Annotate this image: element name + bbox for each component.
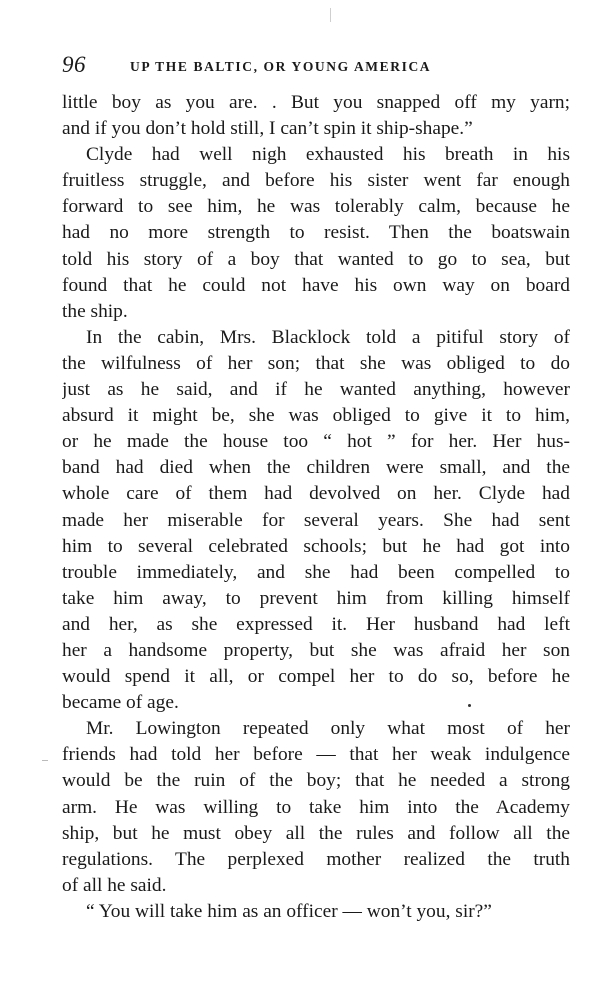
- text-line: told his story of a boy that wanted to go to sea, but: [62, 248, 570, 270]
- text-line: would spend it all, or compel her to do so, before he: [62, 666, 570, 688]
- text-line: little boy as you are. . But you snapped off my yarn;: [62, 92, 570, 113]
- text-line: “ You will take him as an officer — won’t you, sir?”: [86, 900, 492, 922]
- running-head: UP THE BALTIC, OR YOUNG AMERICA: [130, 59, 432, 74]
- text-line: of all he said.: [62, 874, 167, 896]
- body-text: [62, 90, 570, 925]
- text-line: and her, as she expressed it. Her husband had left: [62, 613, 570, 635]
- text-line: the wilfulness of her son; that she was obliged to do: [62, 352, 570, 374]
- text-line: just as he said, and if he wanted anything, however: [62, 379, 570, 401]
- text-line: trouble immediately, and she had been compelled to: [62, 561, 570, 583]
- text-line: found that he could not have his own way on board: [62, 274, 570, 296]
- text-line: arm. He was willing to take him into the Academy: [62, 796, 570, 818]
- text-line: fruitless struggle, and before his sister went far enough: [62, 170, 570, 192]
- text-line: became of age.: [62, 692, 179, 714]
- text-line: band had died when the children were small, and the: [62, 457, 570, 479]
- text-line: had no more strength to resist. Then the boatswain: [62, 222, 570, 244]
- text-line: her a handsome property, but she was afraid her son: [62, 639, 570, 661]
- text-line: whole care of them had devolved on her. Clyde had: [62, 483, 570, 505]
- text-line: Mr. Lowington repeated only what most of her: [86, 718, 570, 740]
- text-line: would be the ruin of the boy; that he needed a strong: [62, 770, 570, 792]
- text-line: absurd it might be, she was obliged to give it to him,: [62, 405, 570, 427]
- text-line: made her miserable for several years. She had sent: [62, 509, 570, 531]
- text-line: friends had told her before — that her weak indulgence: [62, 744, 570, 766]
- text-line: the ship.: [62, 300, 128, 322]
- text-line: ship, but he must obey all the rules and follow all the: [62, 822, 570, 844]
- margin-mark: [42, 760, 48, 761]
- text-line: regulations. The perplexed mother realized the truth: [62, 848, 570, 870]
- text-line: and if you don’t hold still, I can’t spin it ship-shape.”: [62, 118, 473, 140]
- page-number: 96: [62, 52, 86, 77]
- text-line: forward to see him, he was tolerably calm, because he: [62, 196, 570, 218]
- print-speck: [468, 704, 471, 707]
- scan-mark: [330, 8, 331, 22]
- page-header: [62, 52, 572, 78]
- text-line: him to several celebrated schools; but he had got into: [62, 535, 570, 557]
- text-line: In the cabin, Mrs. Blacklock told a pitiful story of: [86, 326, 570, 348]
- text-line: or he made the house too “ hot ” for her. Her hus-: [62, 431, 570, 453]
- text-line: take him away, to prevent him from killing himself: [62, 587, 570, 609]
- text-line: Clyde had well nigh exhausted his breath in his: [86, 144, 570, 166]
